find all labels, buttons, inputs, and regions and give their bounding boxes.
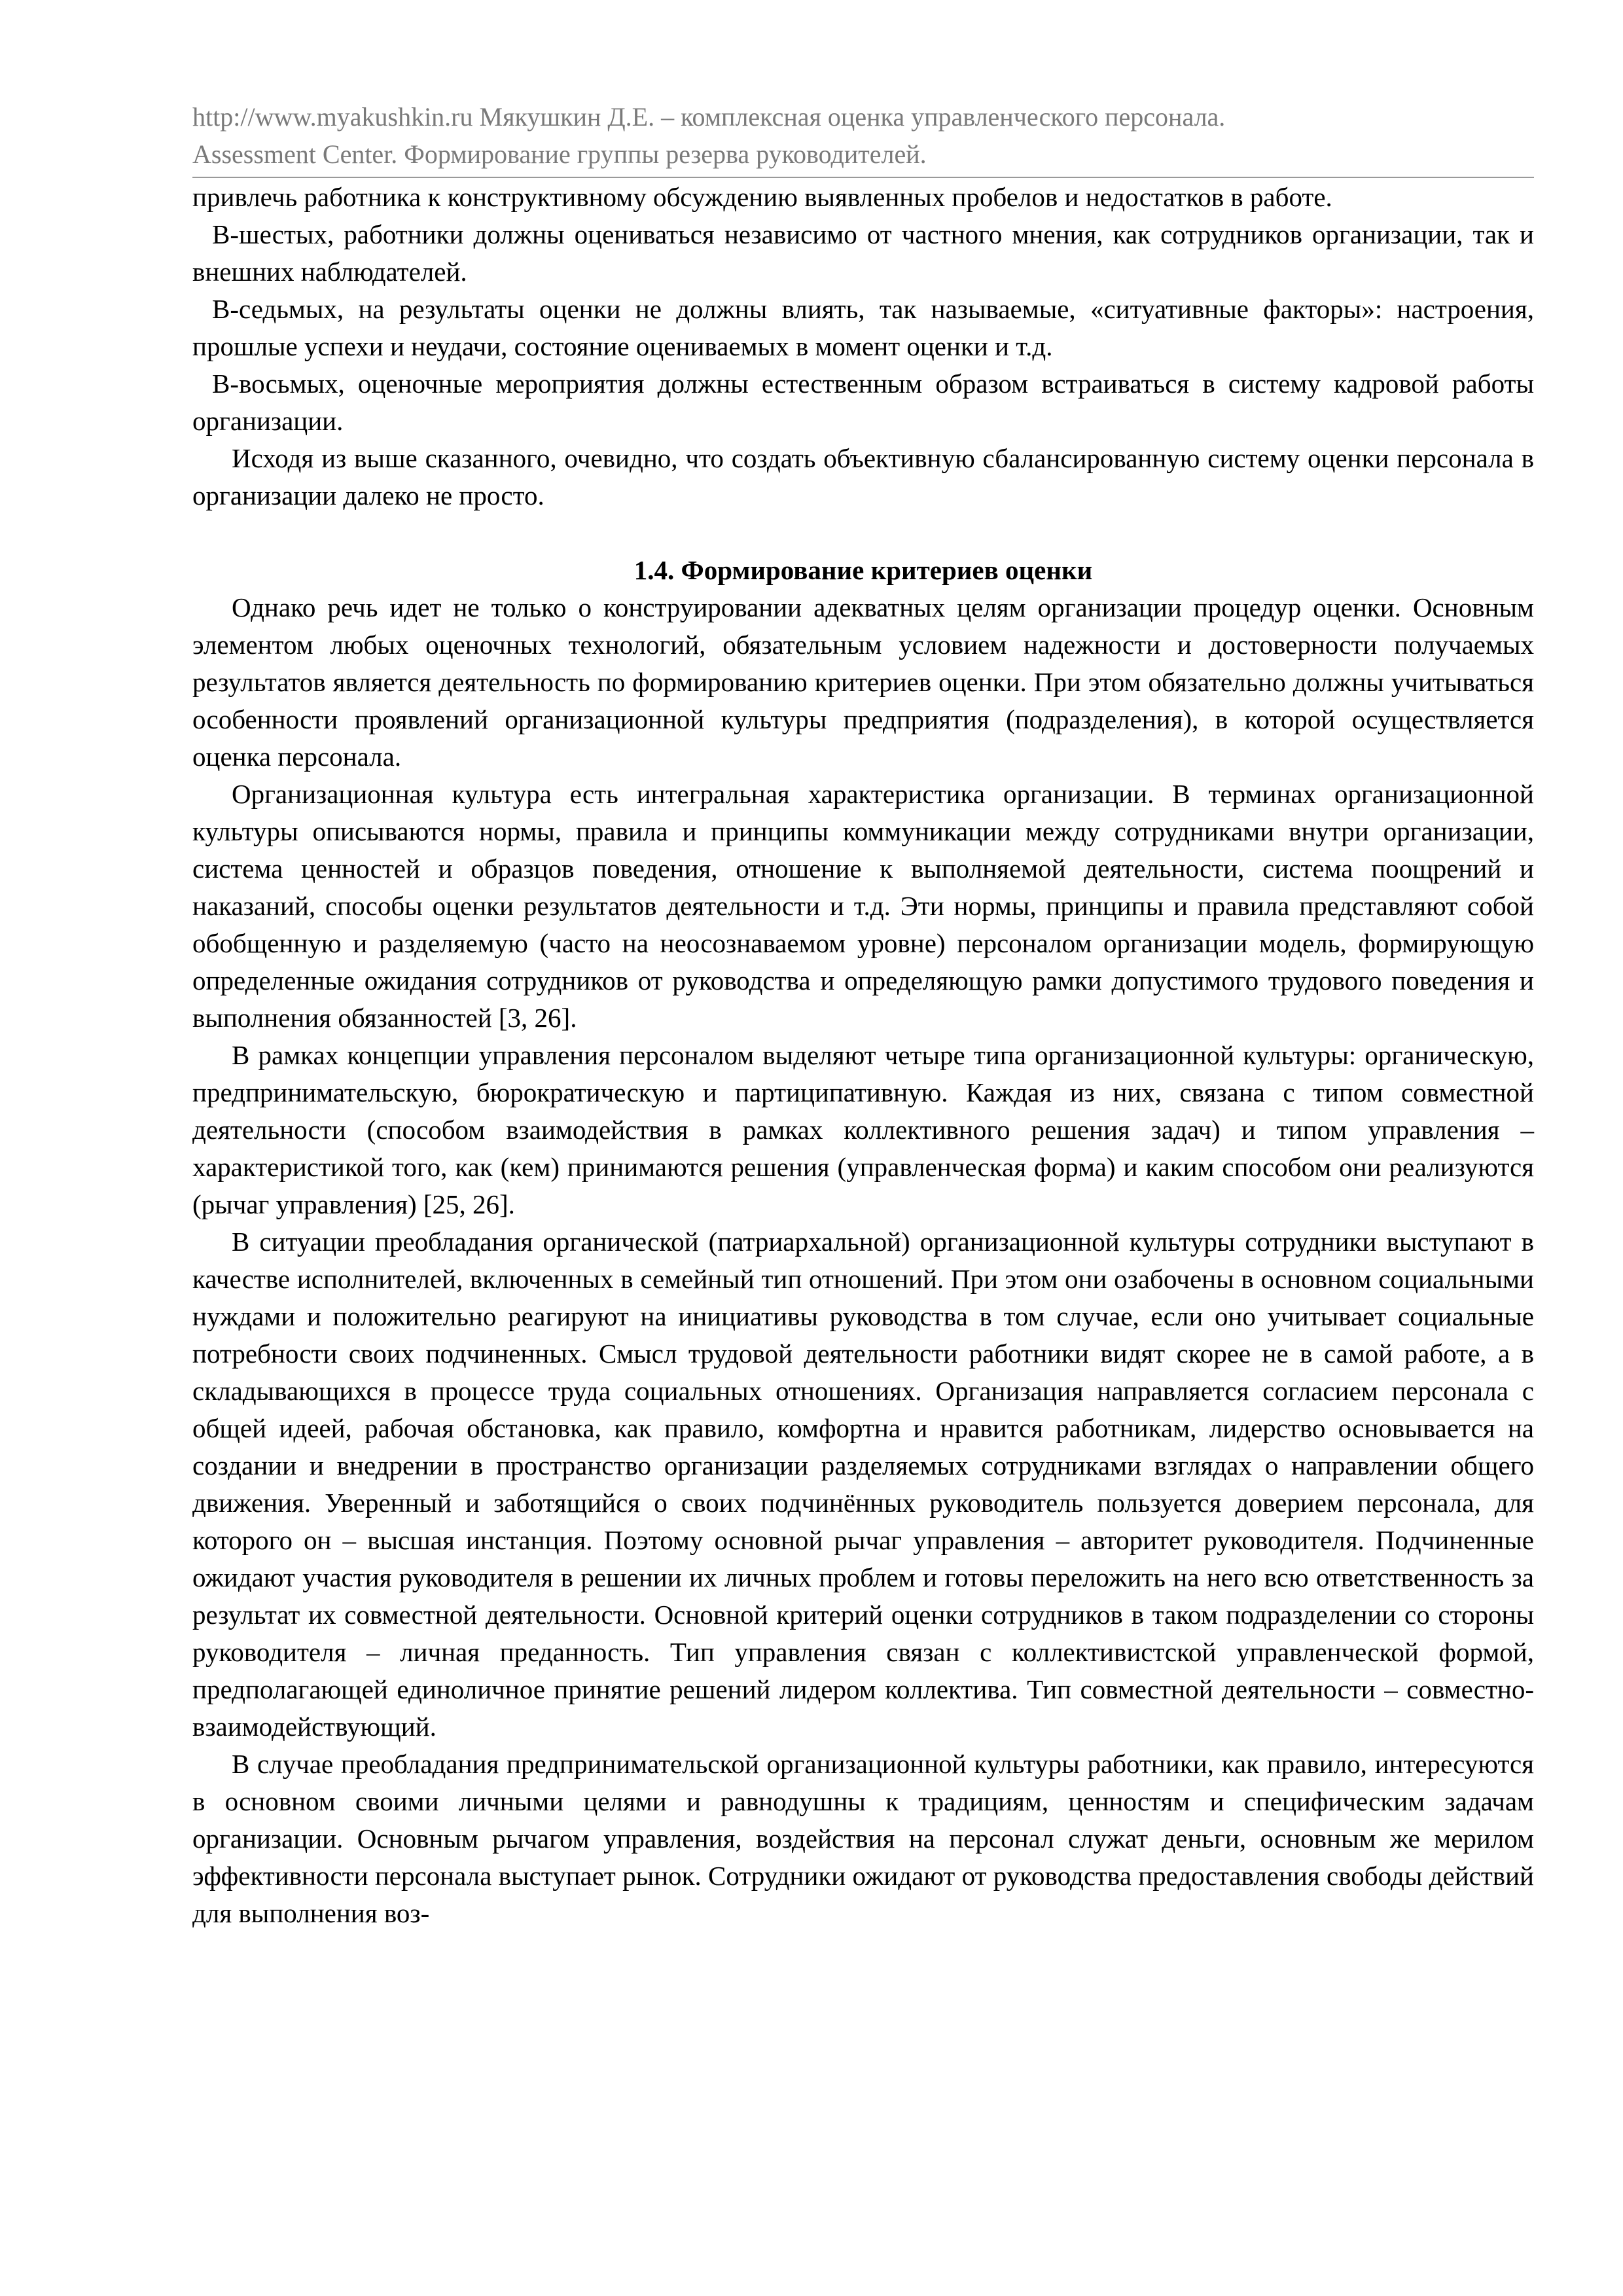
paragraph-4: В ситуации преобладания органической (патриархальной) организационной культуры сотрудники выступают в качестве исполнителей, включенных в семейный тип отношений. При этом они озабочены в основном социальными нуждами и положительно реагируют на инициативы руководства в том случае, если оно учитывает социальные потребности своих подчиненных. Смысл трудовой деятельности работники видят скорее не в самой работе, а в складывающихся в процессе труда социальных отношениях. Организация направляется согласием персонала с общей идеей, рабочая обстановка, как правило, комфортна и нравится работникам, лидерство основывается на создании и внедрении в пространство организации разделяемых сотрудниками взглядах о направлении общего движения. Уверенный и заботящийся о своих подчинённых руководитель пользуется доверием персонала, для которого он – высшая инстанция. Поэтому основной рычаг управления – авторитет руководителя. Подчиненные ожидают участия руководителя в решении их личных проблем и готовы переложить на него всю ответственность за результат их совместной деятельности. Основной критерий оценки сотрудников в таком подразделении со стороны руководителя – личная преданность. Тип управления связан с коллективистской управленческой формой, предполагающей единоличное принятие решений лидером коллектива. Тип совместной деятельности – совместно-взаимодействующий. bbox=[192, 1227, 1534, 1742]
paragraph-eighth: В-восьмых, оценочные мероприятия должны естественным образом встраиваться в систему кадровой работы организации. bbox=[192, 368, 1534, 436]
header-line-2: Assessment Center. Формирование группы резерва руководителей. bbox=[192, 139, 927, 169]
paragraph-3: В рамках концепции управления персоналом выделяют четыре типа организационной культуры: органическую, предпринимательскую, бюрократическую и партиципативную. Каждая из них, связана с типом совместной деятельности (способом взаимодействия в рамках коллективного решения задач) и типом управления – характеристикой того, как (кем) принимаются решения (управленческая форма) и каким способом они реализуются (рычаг управления) [25, 26]. bbox=[192, 1040, 1534, 1219]
paragraph-seventh: В-седьмых, на результаты оценки не должны влиять, так называемые, «ситуативные факторы»: настроения, прошлые успехи и неудачи, состояние оцениваемых в момент оценки и т.д. bbox=[192, 294, 1534, 361]
paragraph-continued: привлечь работника к конструктивному обсуждению выявленных пробелов и недостатков в работе. bbox=[192, 182, 1332, 212]
header-line-1: http://www.myakushkin.ru Мякушкин Д.Е. – комплексная оценка управленческого персонала. bbox=[192, 102, 1226, 132]
header-divider bbox=[192, 177, 1534, 178]
paragraph-5: В случае преобладания предпринимательской организационной культуры работники, как правило, интересуются в основном своими личными целями и равнодушны к традициям, ценностям и специфическим задачам организации. Основным рычагом управления, воздействия на персонал служат деньги, основным же мерилом эффективности персонала выступает рынок. Сотрудники ожидают от руководства предоставления свободы действий для выполнения воз- bbox=[192, 1749, 1534, 1928]
paragraph-conclusion: Исходя из выше сказанного, очевидно, что создать объективную сбалансированную систему оценки персонала в организации далеко не просто. bbox=[192, 443, 1534, 511]
section-title: 1.4. Формирование критериев оценки bbox=[633, 555, 1093, 585]
document-body bbox=[192, 179, 1534, 1932]
paragraph-2: Организационная культура есть интегральная характеристика организации. В терминах организационной культуры описываются нормы, правила и принципы коммуникации между сотрудниками внутри организации, система ценностей и образцов поведения, отношение к выполняемой деятельности, система поощрений и наказаний, способы оценки результатов деятельности и т.д. Эти нормы, принципы и правила представляют собой обобщенную и разделяемую (часто на неосознаваемом уровне) персоналом организации модель, формирующую определенные ожидания сотрудников от руководства и определяющую рамки допустимого трудового поведения и выполнения обязанностей [3, 26]. bbox=[192, 779, 1534, 1033]
paragraph-1: Однако речь идет не только о конструировании адекватных целям организации процедур оценки. Основным элементом любых оценочных технологий, обязательным условием надежности и достоверности получаемых результатов является деятельность по формированию критериев оценки. При этом обязательно должны учитываться особенности проявлений организационной культуры предприятия (подразделения), в которой осуществляется оценка персонала. bbox=[192, 592, 1534, 772]
paragraph-sixth: В-шестых, работники должны оцениваться независимо от частного мнения, как сотрудников организации, так и внешних наблюдателей. bbox=[192, 219, 1534, 287]
running-header bbox=[192, 98, 1534, 173]
